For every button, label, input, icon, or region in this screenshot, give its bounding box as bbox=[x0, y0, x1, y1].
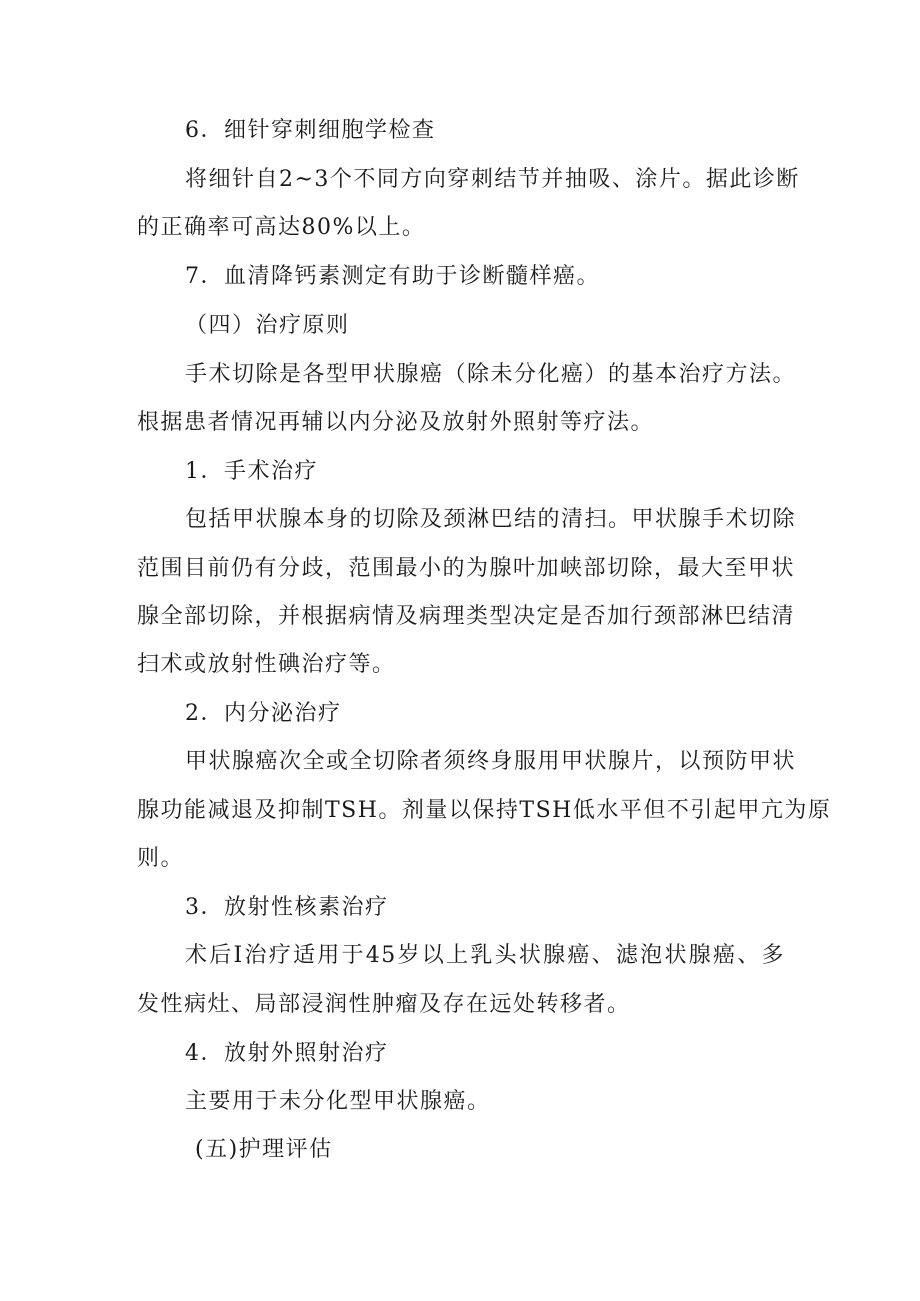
paragraph-line: 腺功能减退及抑制TSH。剂量以保持TSH低水平但不引起甲亢为原 bbox=[137, 798, 832, 823]
paragraph-line: 范围目前仍有分歧，范围最小的为腺叶加峡部切除，最大至甲状 bbox=[137, 556, 796, 581]
paragraph-line: 根据患者情况再辅以内分泌及放射外照射等疗法。 bbox=[137, 410, 655, 435]
heading-external-radiation: 4．放射外照射治疗 bbox=[185, 1041, 389, 1066]
section-heading-nursing-assessment: (五)护理评估 bbox=[195, 1137, 333, 1162]
paragraph-line: 的正确率可高达80%以上。 bbox=[137, 215, 426, 240]
heading-calcitonin-test: 7．血清降钙素测定有助于诊断髓样癌。 bbox=[185, 264, 600, 289]
paragraph-line: 手术切除是各型甲状腺癌（除未分化癌）的基本治疗方法。 bbox=[185, 362, 797, 387]
heading-fine-needle-aspiration: 6．细针穿刺细胞学检查 bbox=[185, 118, 436, 143]
paragraph-line: 腺全部切除，并根据病情及病理类型决定是否加行颈部淋巴结清 bbox=[137, 604, 796, 629]
section-heading-treatment-principles: （四）治疗原则 bbox=[185, 313, 350, 338]
paragraph-line: 主要用于未分化型甲状腺癌。 bbox=[185, 1089, 491, 1114]
heading-endocrine-treatment: 2．内分泌治疗 bbox=[185, 701, 342, 726]
paragraph-line: 包括甲状腺本身的切除及颈淋巴结的清扫。甲状腺手术切除 bbox=[185, 507, 797, 532]
paragraph-line: 发性病灶、局部浸润性肿瘤及存在远处转移者。 bbox=[137, 992, 631, 1017]
paragraph-line: 则。 bbox=[137, 846, 185, 871]
heading-radionuclide-treatment: 3．放射性核素治疗 bbox=[185, 895, 389, 920]
paragraph-line: 甲状腺癌次全或全切除者须终身服用甲状腺片，以预防甲状 bbox=[185, 749, 797, 774]
paragraph-line: 扫术或放射性碘治疗等。 bbox=[137, 652, 396, 677]
heading-surgical-treatment: 1．手术治疗 bbox=[185, 459, 318, 484]
paragraph-line: 将细针自2~3个不同方向穿刺结节并抽吸、涂片。据此诊断 bbox=[185, 167, 800, 192]
paragraph-line: 术后I治疗适用于45岁以上乳头状腺癌、滤泡状腺癌、多 bbox=[185, 943, 785, 968]
